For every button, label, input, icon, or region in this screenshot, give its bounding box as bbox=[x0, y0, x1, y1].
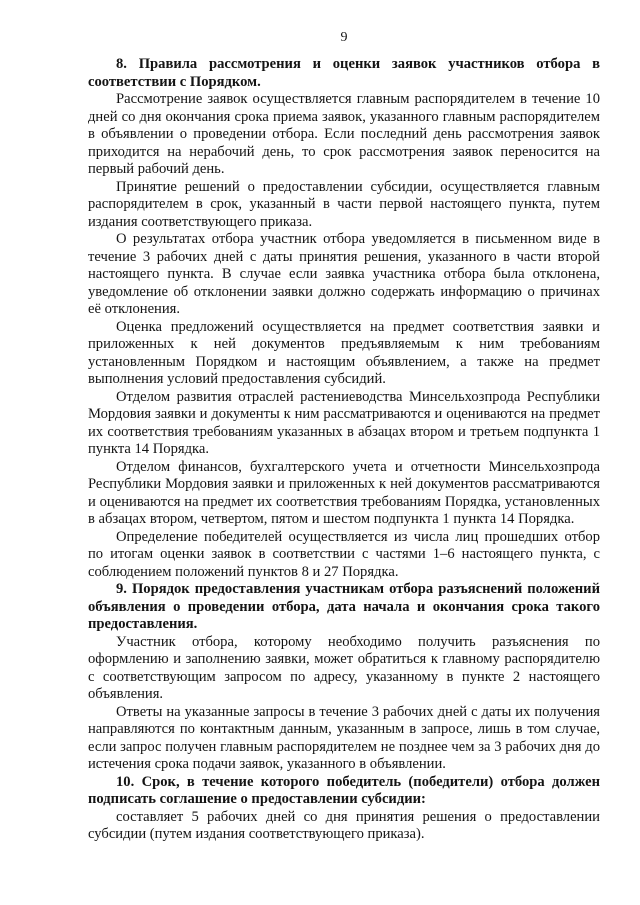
paragraph: Отделом финансов, бухгалтерского учета и отчетности Минсельхозпрода Республики Мордовия заявки и приложенных к ней документов рассматриваются и оцениваются на предмет их соответствия требованиям Порядка, установленных в абзацах втором, четвертом, пятом и шестом подпункта 1 пункта 14 Порядка. bbox=[88, 458, 600, 527]
paragraph: составляет 5 рабочих дней со дня принятия решения о предоставлении субсидии (путем издания соответствующего приказа). bbox=[88, 808, 600, 842]
paragraph: Участник отбора, которому необходимо получить разъяснения по оформлению и заполнению заявки, может обратиться к главному распорядителю с соответствующим запросом по адресу, указанному в пункте 2 настоящего объявления. bbox=[88, 633, 600, 702]
section-10-heading: 10. Срок, в течение которого победитель (победители) отбора должен подписать соглашение о предоставлении субсидии: bbox=[88, 773, 600, 807]
paragraph: О результатах отбора участник отбора уведомляется в письменном виде в течение 3 рабочих дней с даты принятия решения, указанного в части второй настоящего пункта. В случае если заявка участника отбора была отклонена, уведомление об отклонении заявки должно содержать информацию о причинах её отклонения. bbox=[88, 231, 600, 317]
section-9-heading: 9. Порядок предоставления участникам отбора разъяснений положений объявления о проведении отбора, дата начала и окончания срока такого предоставления. bbox=[88, 581, 600, 632]
paragraph: Определение победителей осуществляется из числа лиц прошедших отбор по итогам оценки заявок в соответствии с частями 1–6 настоящего пункта, с соблюдением положений пунктов 8 и 27 Порядка. bbox=[88, 528, 600, 580]
section-10 bbox=[88, 774, 600, 844]
paragraph: Отделом развития отраслей растениеводства Минсельхозпрода Республики Мордовия заявки и документы к ним рассматриваются и оцениваются на предмет их соответствия требованиям указанных в абзацах втором и третьем подпункта 1 пункта 14 Порядка. bbox=[88, 388, 600, 457]
page-number: 9 bbox=[340, 30, 348, 45]
section-8-heading: 8. Правила рассмотрения и оценки заявок участников отбора в соответствии с Порядком. bbox=[88, 56, 600, 90]
paragraph: Принятие решений о предоставлении субсидии, осуществляется главным распорядителем в срок, указанный в части первой настоящего пункта, путем издания соответствующего приказа. bbox=[88, 178, 600, 230]
paragraph: Рассмотрение заявок осуществляется главным распорядителем в течение 10 дней со дня окончания срока приема заявок, указанного главным распорядителем в объявлении о проведении отбора. Если последний день рассмотрения заявок приходится на нерабочий день, то срок рассмотрения заявок переносится на первый рабочий день. bbox=[88, 91, 600, 177]
section-9 bbox=[88, 581, 600, 774]
paragraph: Оценка предложений осуществляется на предмет соответствия заявки и приложенных к ней документов предъявляемым к ним требованиям установленным Порядком и настоящим объявлением, а также на предмет выполнения условий предоставления субсидий. bbox=[88, 318, 600, 387]
paragraph: Ответы на указанные запросы в течение 3 рабочих дней с даты их получения направляются по контактным данным, указанным в запросе, лишь в том случае, если запрос получен главным распорядителем не позднее чем за 3 рабочих дня до истечения срока подачи заявок, указанного в объявлении. bbox=[88, 703, 600, 772]
section-8 bbox=[88, 56, 600, 581]
